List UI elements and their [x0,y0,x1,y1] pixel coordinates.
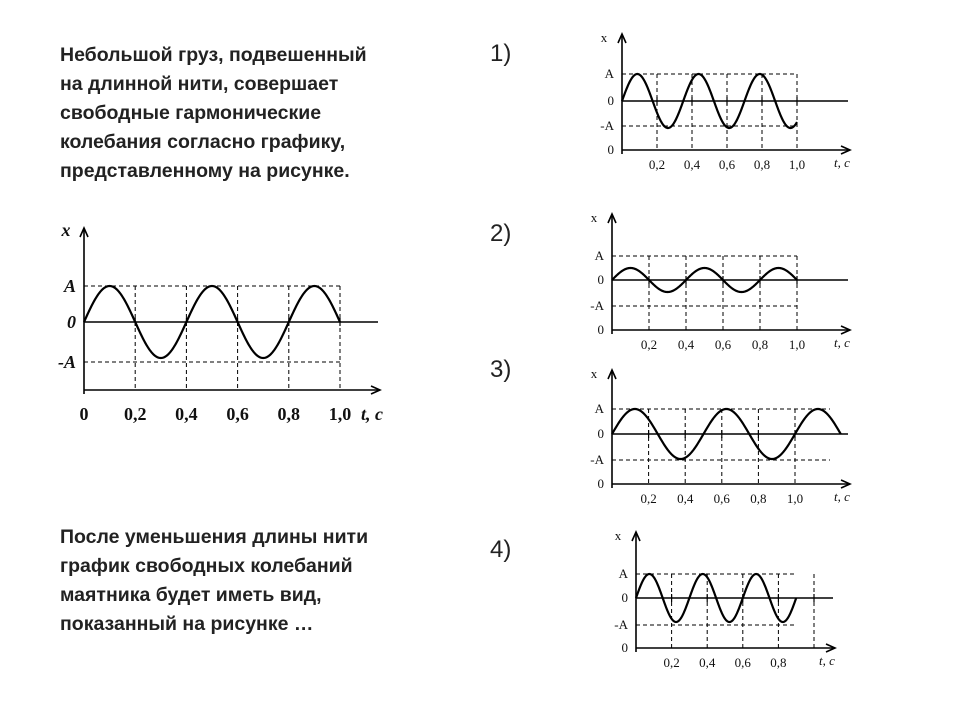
question-intro-text: Небольшой груз, подвешенный на длинной нити, совершает свободные гармонические колебания согласно графику, представленному на рисунке. [60,44,367,182]
x-axis-title: t, c [834,155,850,170]
y-axis-title: x [600,30,608,45]
option-4-label[interactable]: 4) [490,536,512,563]
x-tick-label: 0,6 [714,337,732,352]
y-tick-label: A [594,401,604,416]
y-tick-label: -A [600,118,614,133]
y-tick-label: 0 [621,640,628,655]
y-axis-title: x [590,366,598,381]
x-axis-title: t, c [834,489,850,504]
x-axis-title: t, c [361,404,383,424]
y-tick-label: -A [590,452,604,467]
x-tick-label: 1,0 [328,404,352,424]
y-axis-title: x [590,210,598,225]
y-tick-label: A [63,276,76,296]
x-tick-label: 1,0 [788,157,806,172]
y-tick-label: 0 [597,426,604,441]
x-tick-label: 0,8 [751,337,769,352]
x-tick-label: 0,4 [175,404,198,424]
y-tick-label: 0 [597,476,604,491]
x-tick-label: 0 [79,404,89,424]
x-tick-label: 0,8 [750,491,767,506]
y-tick-label: A [604,66,614,81]
x-tick-label: 0,4 [699,655,716,670]
x-tick-label: 0,4 [677,337,695,352]
x-tick-label: 0,2 [123,404,147,424]
y-axis-title: x [614,528,622,543]
y-tick-label: -A [58,352,76,372]
y-tick-label: 0 [597,272,604,287]
x-axis-title: t, c [834,335,850,350]
y-tick-label: A [618,566,628,581]
x-tick-label: 0,4 [683,157,701,172]
y-tick-label: 0 [621,590,628,605]
x-tick-label: 0,2 [663,655,680,670]
y-tick-label: -A [590,298,604,313]
y-tick-label: 0 [597,322,604,337]
y-tick-label: 0 [607,142,614,157]
x-tick-label: 1,0 [786,491,804,506]
y-tick-label: 0 [607,93,614,108]
x-tick-label: 0,6 [734,655,751,670]
question-prompt-text: После уменьшения длины нити график свободных колебаний маятника будет иметь вид, показанный на рисунке … [60,526,369,635]
x-tick-label: 0,8 [770,655,787,670]
x-tick-label: 0,4 [677,491,694,506]
option-1-label[interactable]: 1) [490,40,512,67]
x-tick-label: 0,6 [718,157,736,172]
x-tick-label: 1,0 [788,337,806,352]
option-3-label[interactable]: 3) [490,356,512,383]
option-2-label[interactable]: 2) [490,220,512,247]
x-axis-title: t, c [819,653,835,668]
x-tick-label: 0,8 [277,404,301,424]
x-tick-label: 0,6 [713,491,730,506]
y-axis-title: x [61,220,71,240]
x-tick-label: 0,6 [226,404,249,424]
x-tick-label: 0,2 [640,491,657,506]
y-tick-label: A [594,248,604,263]
x-tick-label: 0,2 [640,337,658,352]
y-tick-label: -A [614,617,628,632]
x-tick-label: 0,8 [753,157,771,172]
y-tick-label: 0 [67,312,76,332]
x-tick-label: 0,2 [648,157,666,172]
